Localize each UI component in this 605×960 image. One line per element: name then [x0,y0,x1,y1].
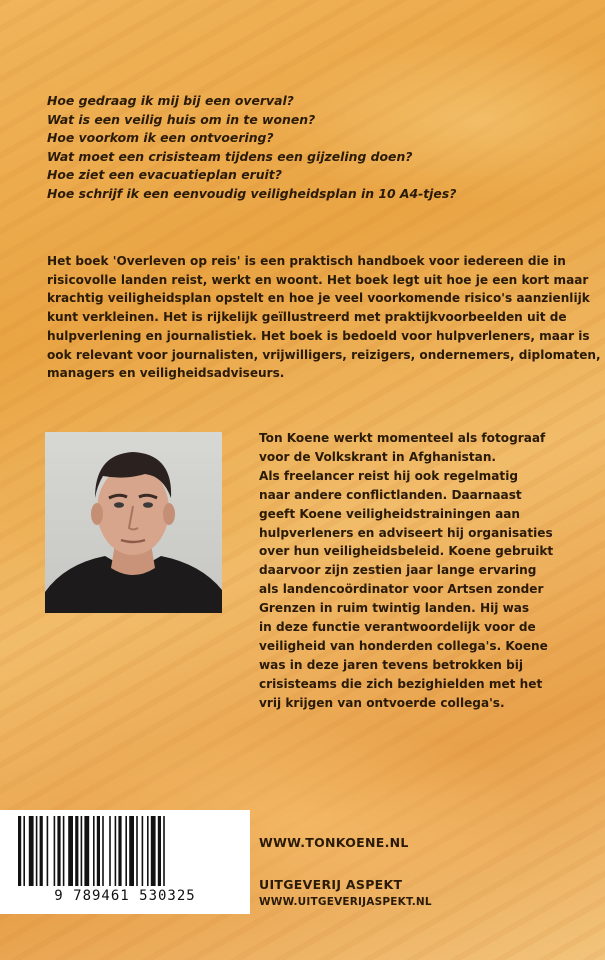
bio-line: was in deze jaren tevens betrokken bij [259,657,524,672]
bio-line: vrij krijgen van ontvoerde collega's. [259,695,505,710]
author-bio [259,429,589,713]
bio-line: Ton Koene werkt momenteel als fotograaf [259,431,546,445]
bio-line: voor de Volkskrant in Afghanistan. [259,449,497,464]
description-line: risicovolle landen reist, werkt en woont. Het boek legt uit hoe je een kort maar [47,272,589,287]
question-line: Hoe voorkom ik een ontvoering? [47,130,274,146]
bio-line: daarvoor zijn zestien jaar lange ervaring [259,563,537,578]
question-line: Wat is een veilig huis om in te wonen? [47,111,316,127]
question-line: Hoe schrijf ik een eenvoudig veiligheidsplan in 10 A4-tjes? [47,185,457,201]
question-line: Hoe gedraag ik mij bij een overval? [47,93,294,108]
bio-line: hulpverleners en adviseert hij organisaties [259,525,553,540]
publisher-website: WWW.UITGEVERIJASPEKT.NL [259,896,432,908]
publisher-name: UITGEVERIJ ASPEKT [259,877,403,892]
description-line: krachtig veiligheidsplan opstelt en hoe je veel voorkomende risico's aanzienlijk [47,291,590,306]
barcode-icon [8,816,242,888]
question-line: Hoe ziet een evacuatieplan eruit? [47,167,282,183]
description-line: hulpverlening en journalistiek. Het boek is bedoeld voor hulpverleners, maar is [47,328,590,343]
bio-line: over hun veiligheidsbeleid. Koene gebruikt [259,544,554,559]
bio-line: als landencoördinator voor Artsen zonder [259,582,544,597]
barcode [0,810,250,914]
description-line: ook relevant voor journalisten, vrijwilligers, reizigers, ondernemers, diplomaten, [47,347,601,362]
description-line: Het boek 'Overleven op reis' is een praktisch handboek voor iedereen die in [47,254,566,268]
description-line: kunt verkleinen. Het is rijkelijk geïllustreerd met praktijkvoorbeelden uit de [47,310,567,325]
bio-line: veiligheid van honderden collega's. Koene [259,638,548,653]
question-list [47,92,567,204]
bio-line: Als freelancer reist hij ook regelmatig [259,468,519,483]
bio-line: naar andere conflictlanden. Daarnaast [259,487,522,502]
author-photo [45,432,222,613]
author-website: WWW.TONKOENE.NL [259,835,409,850]
bio-line: Grenzen in ruim twintig landen. Hij was [259,601,530,616]
bio-line: crisisteams die zich bezighielden met het [259,676,543,691]
description-line: managers en veiligheidsadviseurs. [47,366,285,381]
bio-line: geeft Koene veiligheidstrainingen aan [259,506,521,521]
author-portrait-icon [45,432,222,613]
question-line: Wat moet een crisisteam tijdens een gijzeling doen? [47,148,413,164]
isbn-number: 9 789461 530325 [54,888,196,904]
bio-line: in deze functie verantwoordelijk voor de [259,620,536,635]
book-description [47,252,601,383]
